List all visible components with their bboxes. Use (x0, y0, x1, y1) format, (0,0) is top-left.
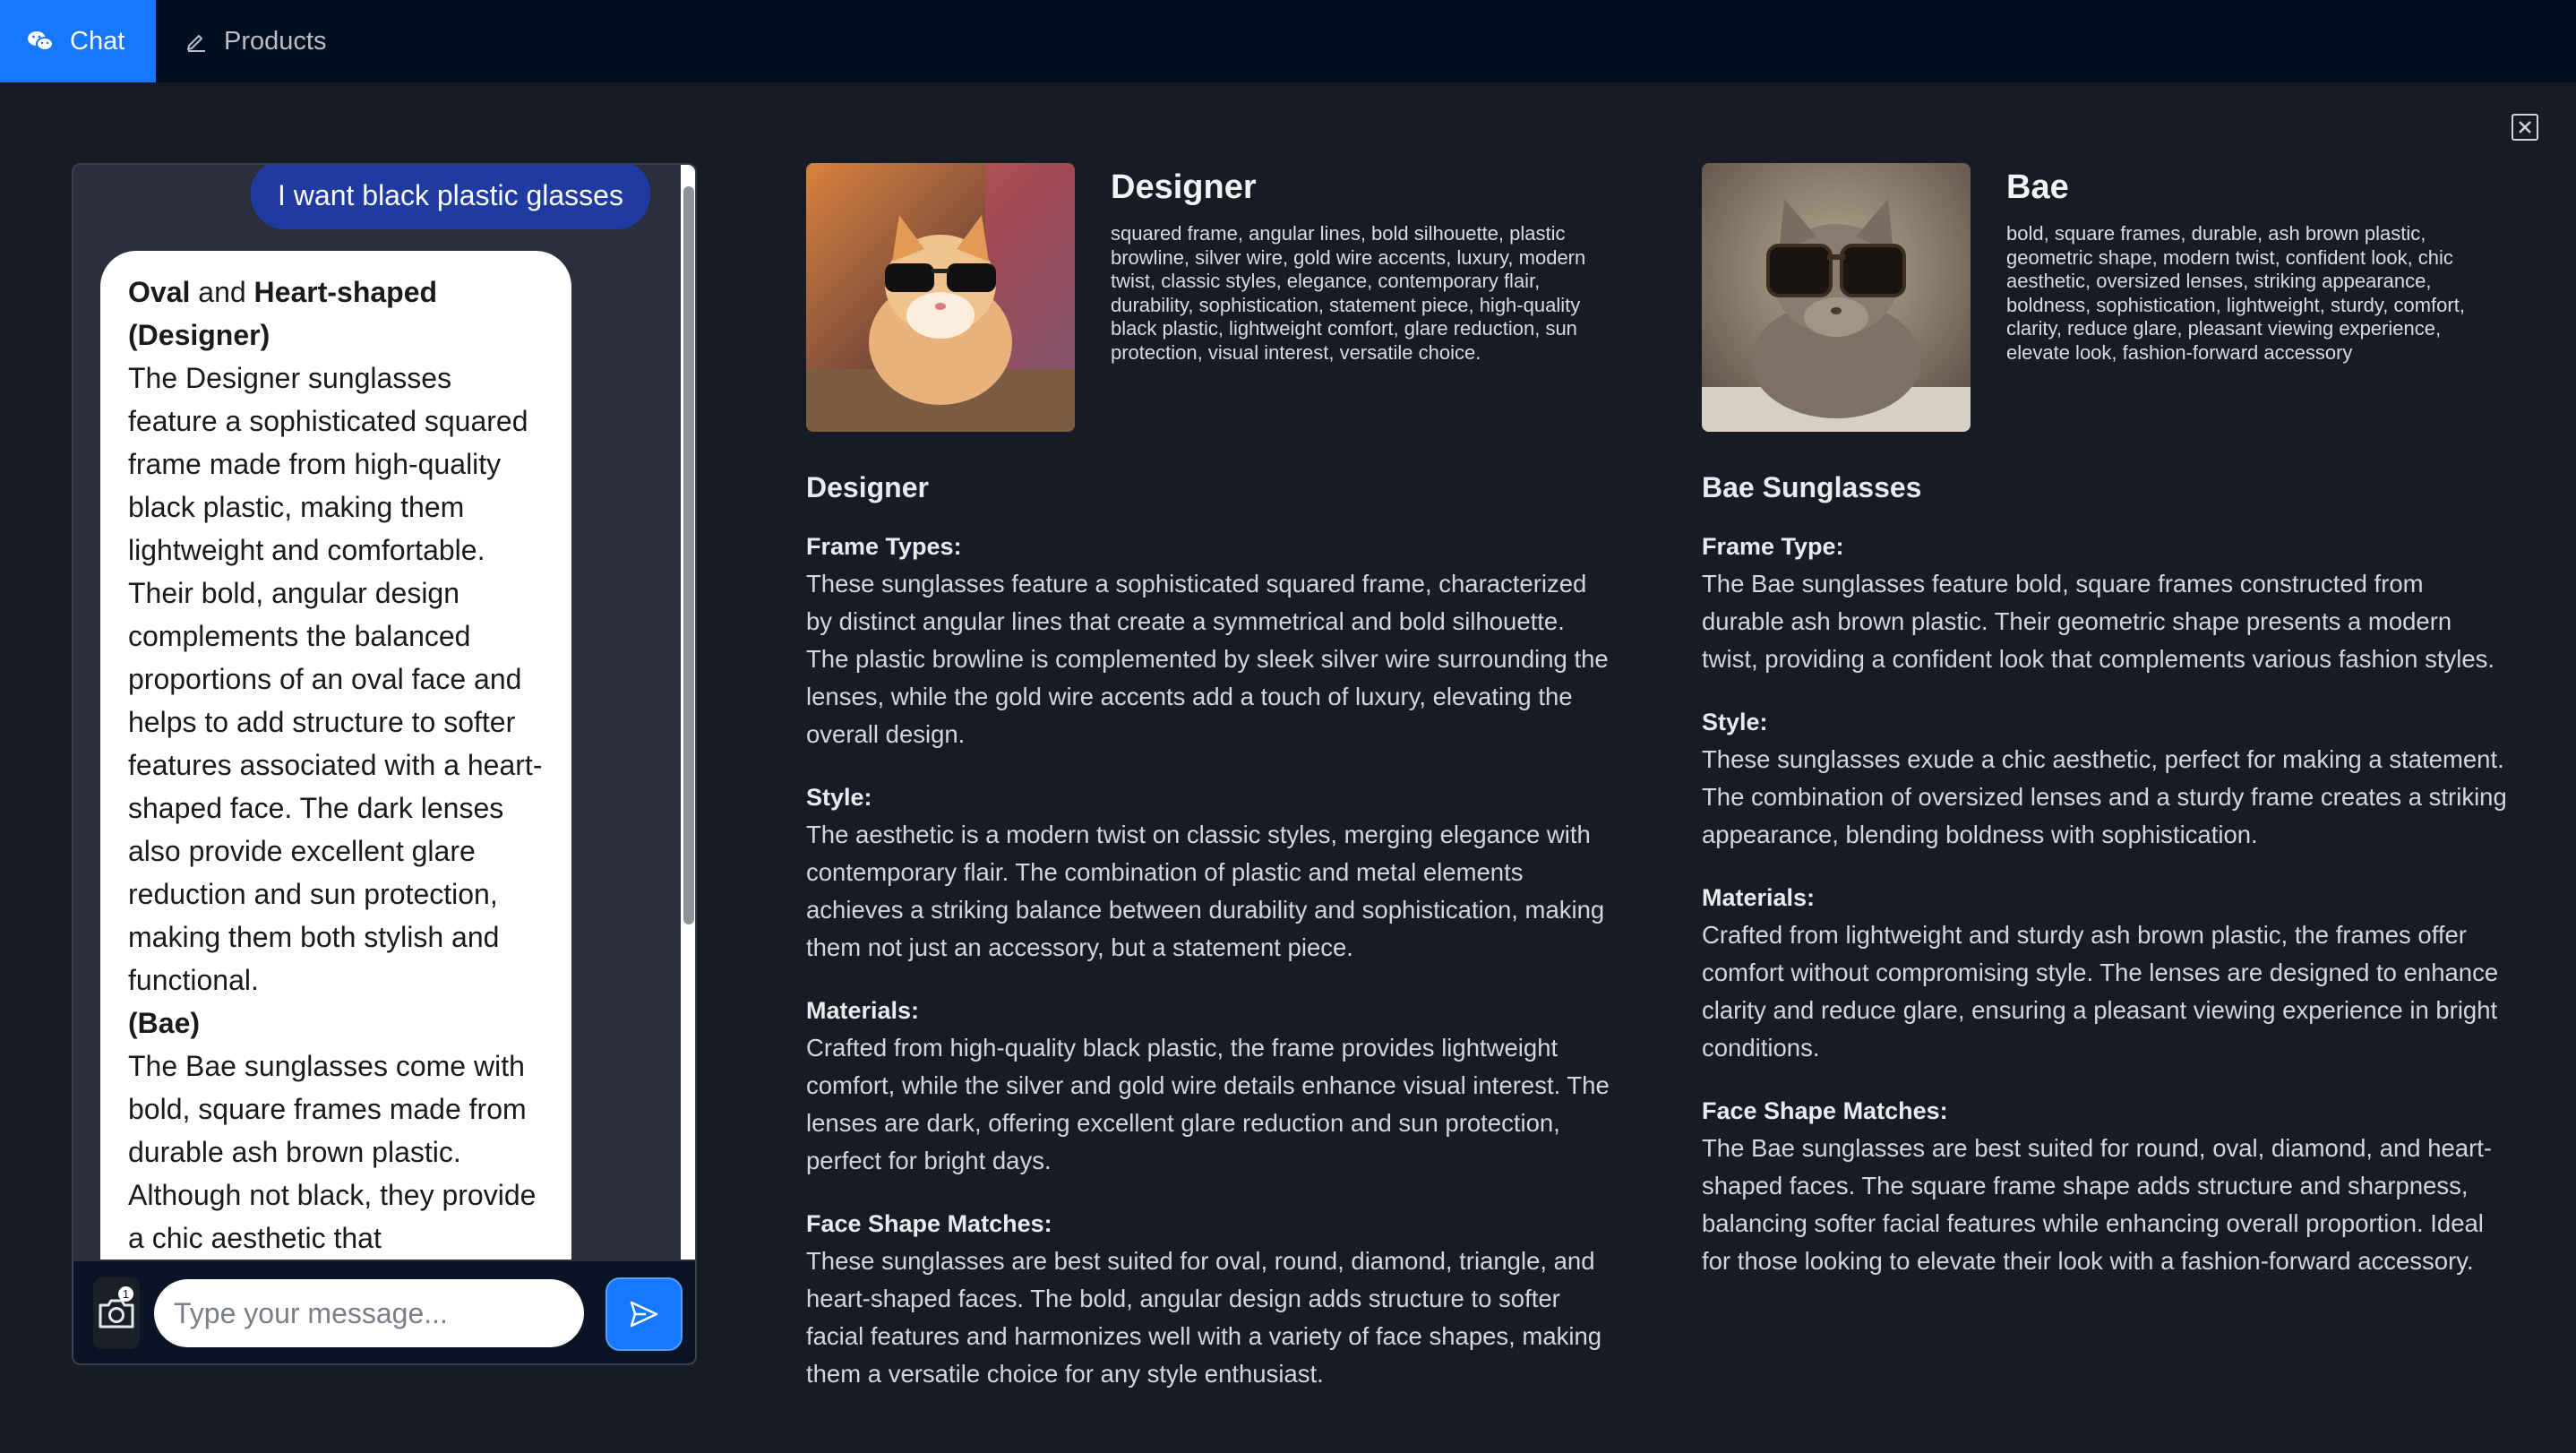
section-title: Style: (806, 784, 872, 811)
detail-title: Designer (806, 471, 929, 503)
tab-products-label: Products (224, 26, 327, 56)
face-shape-heart: Heart-shaped (Designer) (128, 276, 438, 351)
message-composer (73, 1260, 695, 1365)
bae-heading: (Bae) (128, 1007, 201, 1039)
wechat-icon (27, 30, 54, 53)
and-text: and (190, 276, 254, 308)
assistant-paragraph-1: The Designer sunglasses feature a sophisticated squared frame made from high-quality black plastic, making them lightweight and comfortable. Their bold, angular design complements the balanced proportions of an oval face and helps to add structure to softer features associated with a heart-shaped face. The dark lenses also provide excellent glare reduction and sun protection, making them both stylish and functional. (128, 362, 543, 996)
camera-icon (97, 1296, 136, 1330)
camera-count-badge: 1 (118, 1286, 133, 1302)
assistant-paragraph-2: The Bae sunglasses come with bold, square frames made from durable ash brown plastic. Although not black, they provide a chic aesthetic that (128, 1050, 537, 1254)
message-input[interactable] (154, 1279, 584, 1347)
top-nav (0, 0, 2576, 82)
section-body: The Bae sunglasses are best suited for round, oval, diamond, and heart-shaped faces. The square frame shape adds structure and sharpness, balancing softer facial features while enhancing overall proportion. Ideal for those looking to elevate their look with a fashion-forward accessory. (1702, 1134, 2493, 1275)
assistant-message-bubble (100, 251, 571, 1365)
section-title: Frame Types: (806, 533, 962, 560)
camera-button[interactable] (93, 1277, 140, 1349)
section-title: Face Shape Matches: (1702, 1097, 1948, 1124)
user-message-bubble: I want black plastic glasses (251, 163, 650, 229)
product-tags: bold, square frames, durable, ash brown plastic, geometric shape, modern twist, confident look, chic aesthetic, oversized lenses, striking appearance, boldness, sophistication, lightweight, sturdy, comfort, clarity, reduce glare, pleasant viewing experience, elevate look, fashion-forward accessory (2006, 222, 2465, 364)
product-detail (1702, 471, 2508, 1305)
product-name: Designer (1111, 168, 1257, 206)
section-body: Crafted from high-quality black plastic, the frame provides lightweight comfort, while the silver and gold wire details enhance visual interest. The lenses are dark, offering excellent glare reduction and sun protection, perfect for bright days. (806, 1034, 1610, 1174)
close-icon (2517, 119, 2533, 135)
section-title: Style: (1702, 709, 1768, 735)
section-body: The aesthetic is a modern twist on classic styles, merging elegance with contemporary flair. The combination of plastic and metal elements achieves a striking balance between durability and sophistication, making them not just an accessory, but a statement piece. (806, 821, 1605, 961)
section-title: Materials: (806, 997, 920, 1024)
tab-chat-label: Chat (70, 26, 125, 56)
section-body: Crafted from lightweight and sturdy ash brown plastic, the frames offer comfort without compromising style. The lenses are designed to enhance clarity and reduce glare, ensuring a pleasant viewing experience in bright conditions. (1702, 921, 2499, 1062)
tab-chat[interactable] (0, 0, 156, 82)
send-icon (628, 1298, 660, 1330)
edit-icon (185, 30, 208, 53)
product-image-designer[interactable] (806, 163, 1075, 432)
chat-panel (72, 163, 697, 1365)
product-name: Bae (2006, 168, 2069, 206)
section-body: These sunglasses are best suited for oval, round, diamond, triangle, and heart-shaped faces. The bold, angular design adds structure to softer facial features and harmonizes well with a variety of face shapes, making them a versatile choice for any style enthusiast. (806, 1247, 1602, 1388)
assistant-heading-1 (128, 271, 545, 357)
product-tags: squared frame, angular lines, bold silhouette, plastic browline, silver wire, gold wire accents, luxury, modern twist, classic styles, elegance, contemporary flair, durability, sophistication, statement piece, high-quality black plastic, lightweight comfort, glare reduction, sun protection, visual interest, versatile choice. (1111, 222, 1586, 364)
section-body: These sunglasses exude a chic aesthetic, perfect for making a statement. The combination of oversized lenses and a sturdy frame creates a striking appearance, blending boldness with sophistication. (1702, 745, 2507, 848)
send-button[interactable] (605, 1277, 683, 1351)
assistant-heading-2 (128, 1002, 545, 1045)
product-image-bae[interactable] (1702, 163, 1971, 432)
detail-title: Bae Sunglasses (1702, 471, 1922, 503)
section-body: The Bae sunglasses feature bold, square frames constructed from durable ash brown plastic. Their geometric shape presents a modern twist, providing a confident look that complements various fashion styles. (1702, 570, 2495, 673)
section-body: These sunglasses feature a sophisticated squared frame, characterized by distinct angular lines that create a symmetrical and bold silhouette. The plastic browline is complemented by sleek silver wire surrounding the lenses, while the gold wire accents add a touch of luxury, elevating the overall design. (806, 570, 1609, 748)
product-detail (806, 471, 1612, 1418)
face-shape-oval: Oval (128, 276, 191, 308)
section-title: Frame Type: (1702, 533, 1844, 560)
tab-products[interactable] (156, 0, 371, 82)
chat-scrollbar-thumb[interactable] (683, 186, 694, 924)
section-title: Face Shape Matches: (806, 1210, 1052, 1237)
section-title: Materials: (1702, 884, 1816, 911)
close-button[interactable] (2512, 114, 2538, 141)
